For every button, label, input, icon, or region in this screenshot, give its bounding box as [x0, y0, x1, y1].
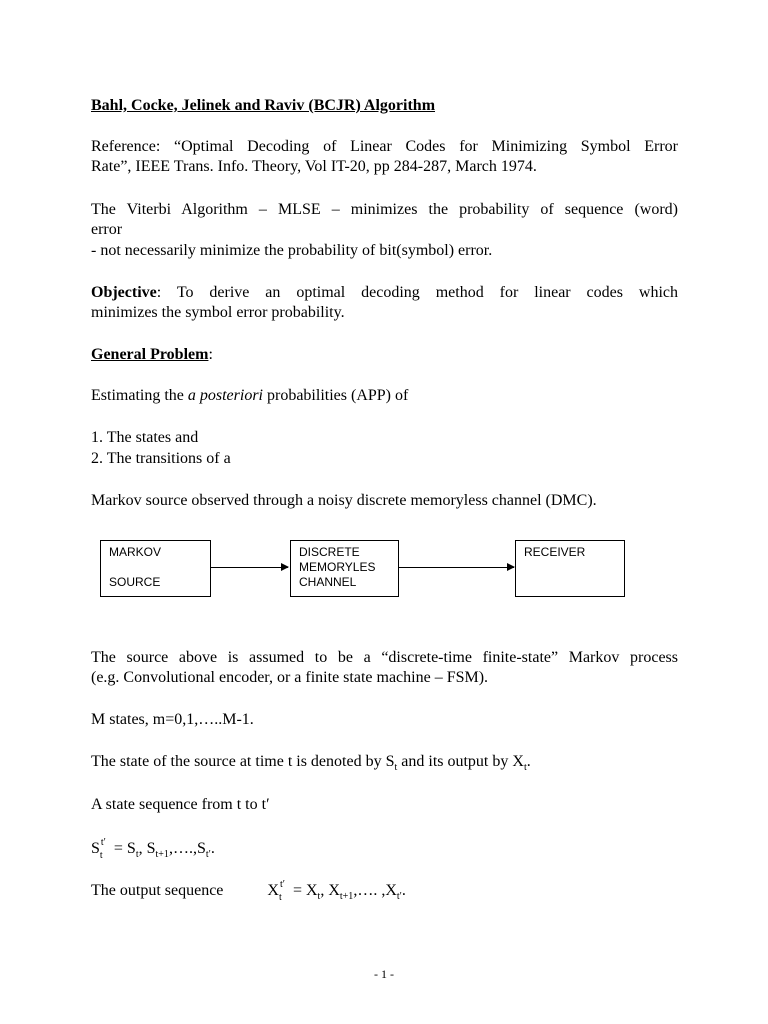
viterbi-line-2: error	[91, 221, 123, 238]
reference-line-2: Rate”, IEEE Trans. Info. Theory, Vol IT-20, pp 284-287, March 1974.	[91, 158, 537, 175]
state-definition-line	[91, 752, 531, 772]
general-problem-heading	[91, 345, 213, 365]
receiver-box	[515, 540, 625, 597]
estimating-italic: a posteriori	[187, 387, 263, 404]
reference-line-1: Reference: “Optimal Decoding of Linear Codes for Minimizing Symbol Error	[91, 138, 678, 155]
channel-label-2: MEMORYLES	[299, 560, 376, 574]
output-seq-base: X	[267, 882, 279, 899]
channel-label-3: CHANNEL	[299, 575, 357, 589]
output-seq-sub-3: t′	[396, 891, 402, 903]
page-number: - 1 -	[374, 967, 394, 981]
viterbi-line-1: The Viterbi Algorithm – MLSE – minimizes the probability of sequence (word)	[91, 201, 678, 218]
s-formula-eq: = S	[109, 840, 136, 857]
list-item: 2. The transitions of a	[91, 450, 231, 467]
s-formula-c1: , S	[138, 840, 156, 857]
output-seq-label: The output sequence	[91, 882, 224, 899]
general-problem-colon: :	[208, 346, 213, 363]
source-assumed-line-1: The source above is assumed to be a “discrete-time finite-state” Markov process	[91, 649, 678, 666]
output-sequence-line: The output sequence X t′ t = $X_t$, $X_{t+1},\dots$. $,X_{t'}$.	[91, 879, 406, 903]
estimating-pre: Estimating the	[91, 387, 188, 404]
state-def-mid: and its output by X	[397, 753, 524, 770]
output-seq-sub-2: t+1	[339, 891, 354, 903]
state-def-end: .	[526, 753, 531, 770]
state-def-sub-1: t	[394, 762, 398, 774]
s-formula-end: .	[210, 840, 215, 857]
source-assumed-line-2: (e.g. Convolutional encoder, or a finite state machine – FSM).	[91, 669, 489, 686]
s-formula-base: S	[91, 840, 100, 857]
channel-box	[290, 540, 399, 597]
s-formula-sub-3: t′	[205, 849, 211, 861]
output-seq-c2: ,…. ,X	[353, 882, 397, 899]
estimating-post: probabilities (APP) of	[263, 387, 409, 404]
markov-source-box	[100, 540, 211, 597]
objective-text: : To derive an optimal decoding method for linear codes which	[156, 284, 678, 301]
state-sequence-formula: S t′ t = $S_t$, $S_{t+1},\dots.,S_{t'}$.	[91, 837, 215, 861]
objective-label: Objective	[91, 284, 157, 301]
markov-source-line: Markov source observed through a noisy discrete memoryless channel (DMC).	[91, 492, 597, 509]
page-title: Bahl, Cocke, Jelinek and Raviv (BCJR) Algorithm	[91, 97, 436, 114]
objective-line-2: minimizes the symbol error probability.	[91, 304, 345, 321]
markov-source-label-2: SOURCE	[109, 575, 161, 589]
output-seq-end: .	[401, 882, 406, 899]
s-formula-sub-2: t+1	[155, 849, 169, 861]
arrow-channel-to-receiver	[399, 567, 514, 568]
general-problem-label: General Problem	[91, 346, 209, 363]
receiver-label: RECEIVER	[524, 545, 586, 559]
s-formula-sub-1: t	[135, 849, 139, 861]
objective-line-1	[91, 283, 678, 303]
output-seq-eq: = X	[288, 882, 318, 899]
estimating-line	[91, 386, 408, 406]
arrow-source-to-channel	[211, 567, 288, 568]
viterbi-line-3: - not necessarily minimize the probability of bit(symbol) error.	[91, 242, 493, 259]
markov-source-label-1: MARKOV	[109, 545, 162, 559]
channel-label-1: DISCRETE	[299, 545, 360, 559]
s-formula-c2: ,….,S	[168, 840, 206, 857]
output-seq-c1: , X	[320, 882, 340, 899]
output-seq-sub-1: t	[317, 891, 321, 903]
state-def-sub-2: t	[523, 762, 527, 774]
m-states-line: M states, m=0,1,…..M-1.	[91, 711, 254, 728]
state-sequence-line: A state sequence from t to t′	[91, 796, 270, 813]
list-item: 1. The states and	[91, 429, 199, 446]
state-def-pre: The state of the source at time t is denoted by S	[91, 753, 395, 770]
